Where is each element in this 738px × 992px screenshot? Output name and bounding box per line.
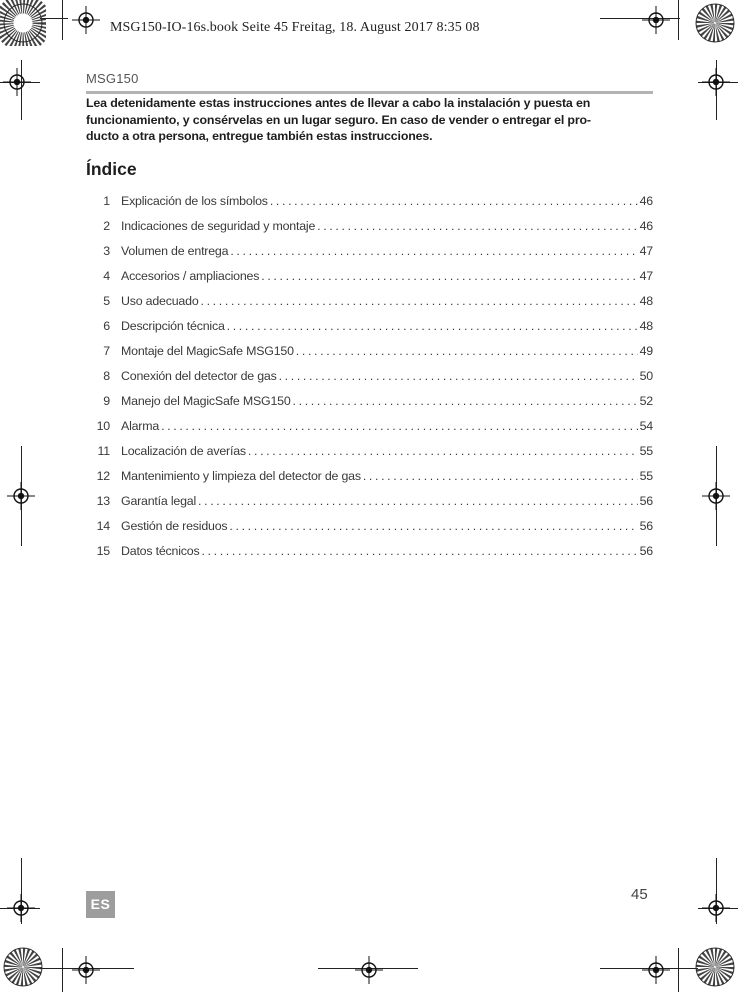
toc-label: Descripción técnica <box>121 319 225 333</box>
toc-entry[interactable] <box>86 414 653 439</box>
table-of-contents <box>86 189 653 564</box>
toc-entry[interactable] <box>86 264 653 289</box>
crop-line <box>62 0 63 40</box>
toc-number: 15 <box>96 544 110 558</box>
toc-number: 9 <box>103 394 110 408</box>
toc-label: Indicaciones de seguridad y montaje <box>121 219 316 233</box>
toc-page: 47 <box>639 244 653 258</box>
toc-leader <box>296 339 638 364</box>
toc-number: 2 <box>103 219 110 233</box>
toc-label: Conexión del detector de gas <box>121 369 277 383</box>
toc-label: Gestión de residuos <box>121 519 228 533</box>
toc-entry[interactable] <box>86 489 653 514</box>
toc-label: Accesorios / ampliaciones <box>121 269 260 283</box>
starburst-icon <box>0 0 46 46</box>
toc-number: 6 <box>103 319 110 333</box>
toc-label: Garantía legal <box>121 494 197 508</box>
toc-number: 14 <box>96 519 110 533</box>
intro-line: Lea detenidamente estas instrucciones antes de llevar a cabo la instalación y puesta en <box>86 96 591 110</box>
header-rule <box>86 91 653 94</box>
toc-entry[interactable] <box>86 439 653 464</box>
toc-page: 46 <box>639 194 653 208</box>
toc-label: Volumen de entrega <box>121 244 229 258</box>
starburst-icon <box>0 944 46 990</box>
crosshair-icon <box>7 482 35 510</box>
toc-entry[interactable] <box>86 539 653 564</box>
toc-page: 49 <box>639 344 653 358</box>
toc-page: 56 <box>639 519 653 533</box>
toc-page: 50 <box>639 369 653 383</box>
toc-leader <box>201 539 637 564</box>
toc-entry[interactable] <box>86 289 653 314</box>
toc-leader <box>363 464 638 489</box>
toc-number: 5 <box>103 294 110 308</box>
toc-page: 55 <box>639 469 653 483</box>
toc-number: 13 <box>96 494 110 508</box>
crop-line <box>678 0 679 40</box>
intro-paragraph <box>86 95 653 145</box>
toc-entry[interactable] <box>86 364 653 389</box>
toc-entry[interactable] <box>86 339 653 364</box>
toc-number: 7 <box>103 344 110 358</box>
toc-leader <box>293 389 638 414</box>
toc-entry[interactable] <box>86 514 653 539</box>
toc-label: Alarma <box>121 419 160 433</box>
toc-page: 52 <box>639 394 653 408</box>
toc-entry[interactable] <box>86 239 653 264</box>
toc-label: Explicación de los símbolos <box>121 194 268 208</box>
crosshair-icon <box>642 956 670 984</box>
crop-line <box>678 948 679 992</box>
page-number: 45 <box>631 886 648 903</box>
toc-number: 10 <box>96 419 110 433</box>
toc-page: 54 <box>639 419 653 433</box>
toc-entry[interactable] <box>86 189 653 214</box>
crosshair-icon <box>702 482 730 510</box>
toc-number: 3 <box>103 244 110 258</box>
toc-page: 56 <box>639 544 653 558</box>
toc-leader <box>317 214 637 239</box>
toc-entry[interactable] <box>86 214 653 239</box>
crosshair-icon <box>642 6 670 34</box>
toc-label: Manejo del MagicSafe MSG150 <box>121 394 291 408</box>
toc-page: 48 <box>639 319 653 333</box>
language-badge: ES <box>86 891 115 918</box>
toc-number: 4 <box>103 269 110 283</box>
toc-leader <box>227 314 638 339</box>
toc-leader <box>279 364 638 389</box>
toc-entry[interactable] <box>86 314 653 339</box>
crosshair-icon <box>702 894 730 922</box>
toc-leader <box>230 239 637 264</box>
toc-page: 56 <box>639 494 653 508</box>
toc-leader <box>201 289 638 314</box>
crop-line <box>62 948 63 992</box>
toc-entry[interactable] <box>86 464 653 489</box>
crosshair-icon <box>3 68 31 96</box>
print-header: MSG150-IO-16s.book Seite 45 Freitag, 18. August 2017 8:35 08 <box>110 20 480 35</box>
model-name: MSG150 <box>86 71 139 86</box>
toc-entry[interactable] <box>86 389 653 414</box>
intro-line: funcionamiento, y consérvelas en un lugar seguro. En caso de vender o entregar el pro- <box>86 112 591 127</box>
toc-label: Datos técnicos <box>121 544 200 558</box>
toc-leader <box>161 414 638 439</box>
toc-label: Uso adecuado <box>121 294 199 308</box>
crosshair-icon <box>7 894 35 922</box>
crosshair-icon <box>355 956 383 984</box>
toc-page: 48 <box>639 294 653 308</box>
toc-page: 55 <box>639 444 653 458</box>
toc-title: Índice <box>86 159 137 179</box>
starburst-icon <box>692 0 738 46</box>
starburst-icon <box>692 944 738 990</box>
toc-leader <box>261 264 637 289</box>
toc-leader <box>229 514 637 539</box>
crosshair-icon <box>72 956 100 984</box>
toc-leader <box>248 439 638 464</box>
crosshair-icon <box>702 68 730 96</box>
toc-number: 11 <box>97 444 110 458</box>
crosshair-icon <box>72 6 100 34</box>
toc-number: 8 <box>103 369 110 383</box>
toc-page: 47 <box>639 269 653 283</box>
toc-number: 1 <box>103 194 110 208</box>
intro-line: ducto a otra persona, entregue también estas instrucciones. <box>86 129 433 144</box>
toc-leader <box>270 189 638 214</box>
toc-page: 46 <box>639 219 653 233</box>
toc-label: Mantenimiento y limpieza del detector de gas <box>121 469 361 483</box>
toc-leader <box>198 489 638 514</box>
toc-label: Localización de averías <box>121 444 246 458</box>
toc-label: Montaje del MagicSafe MSG150 <box>121 344 294 358</box>
toc-number: 12 <box>96 469 110 483</box>
